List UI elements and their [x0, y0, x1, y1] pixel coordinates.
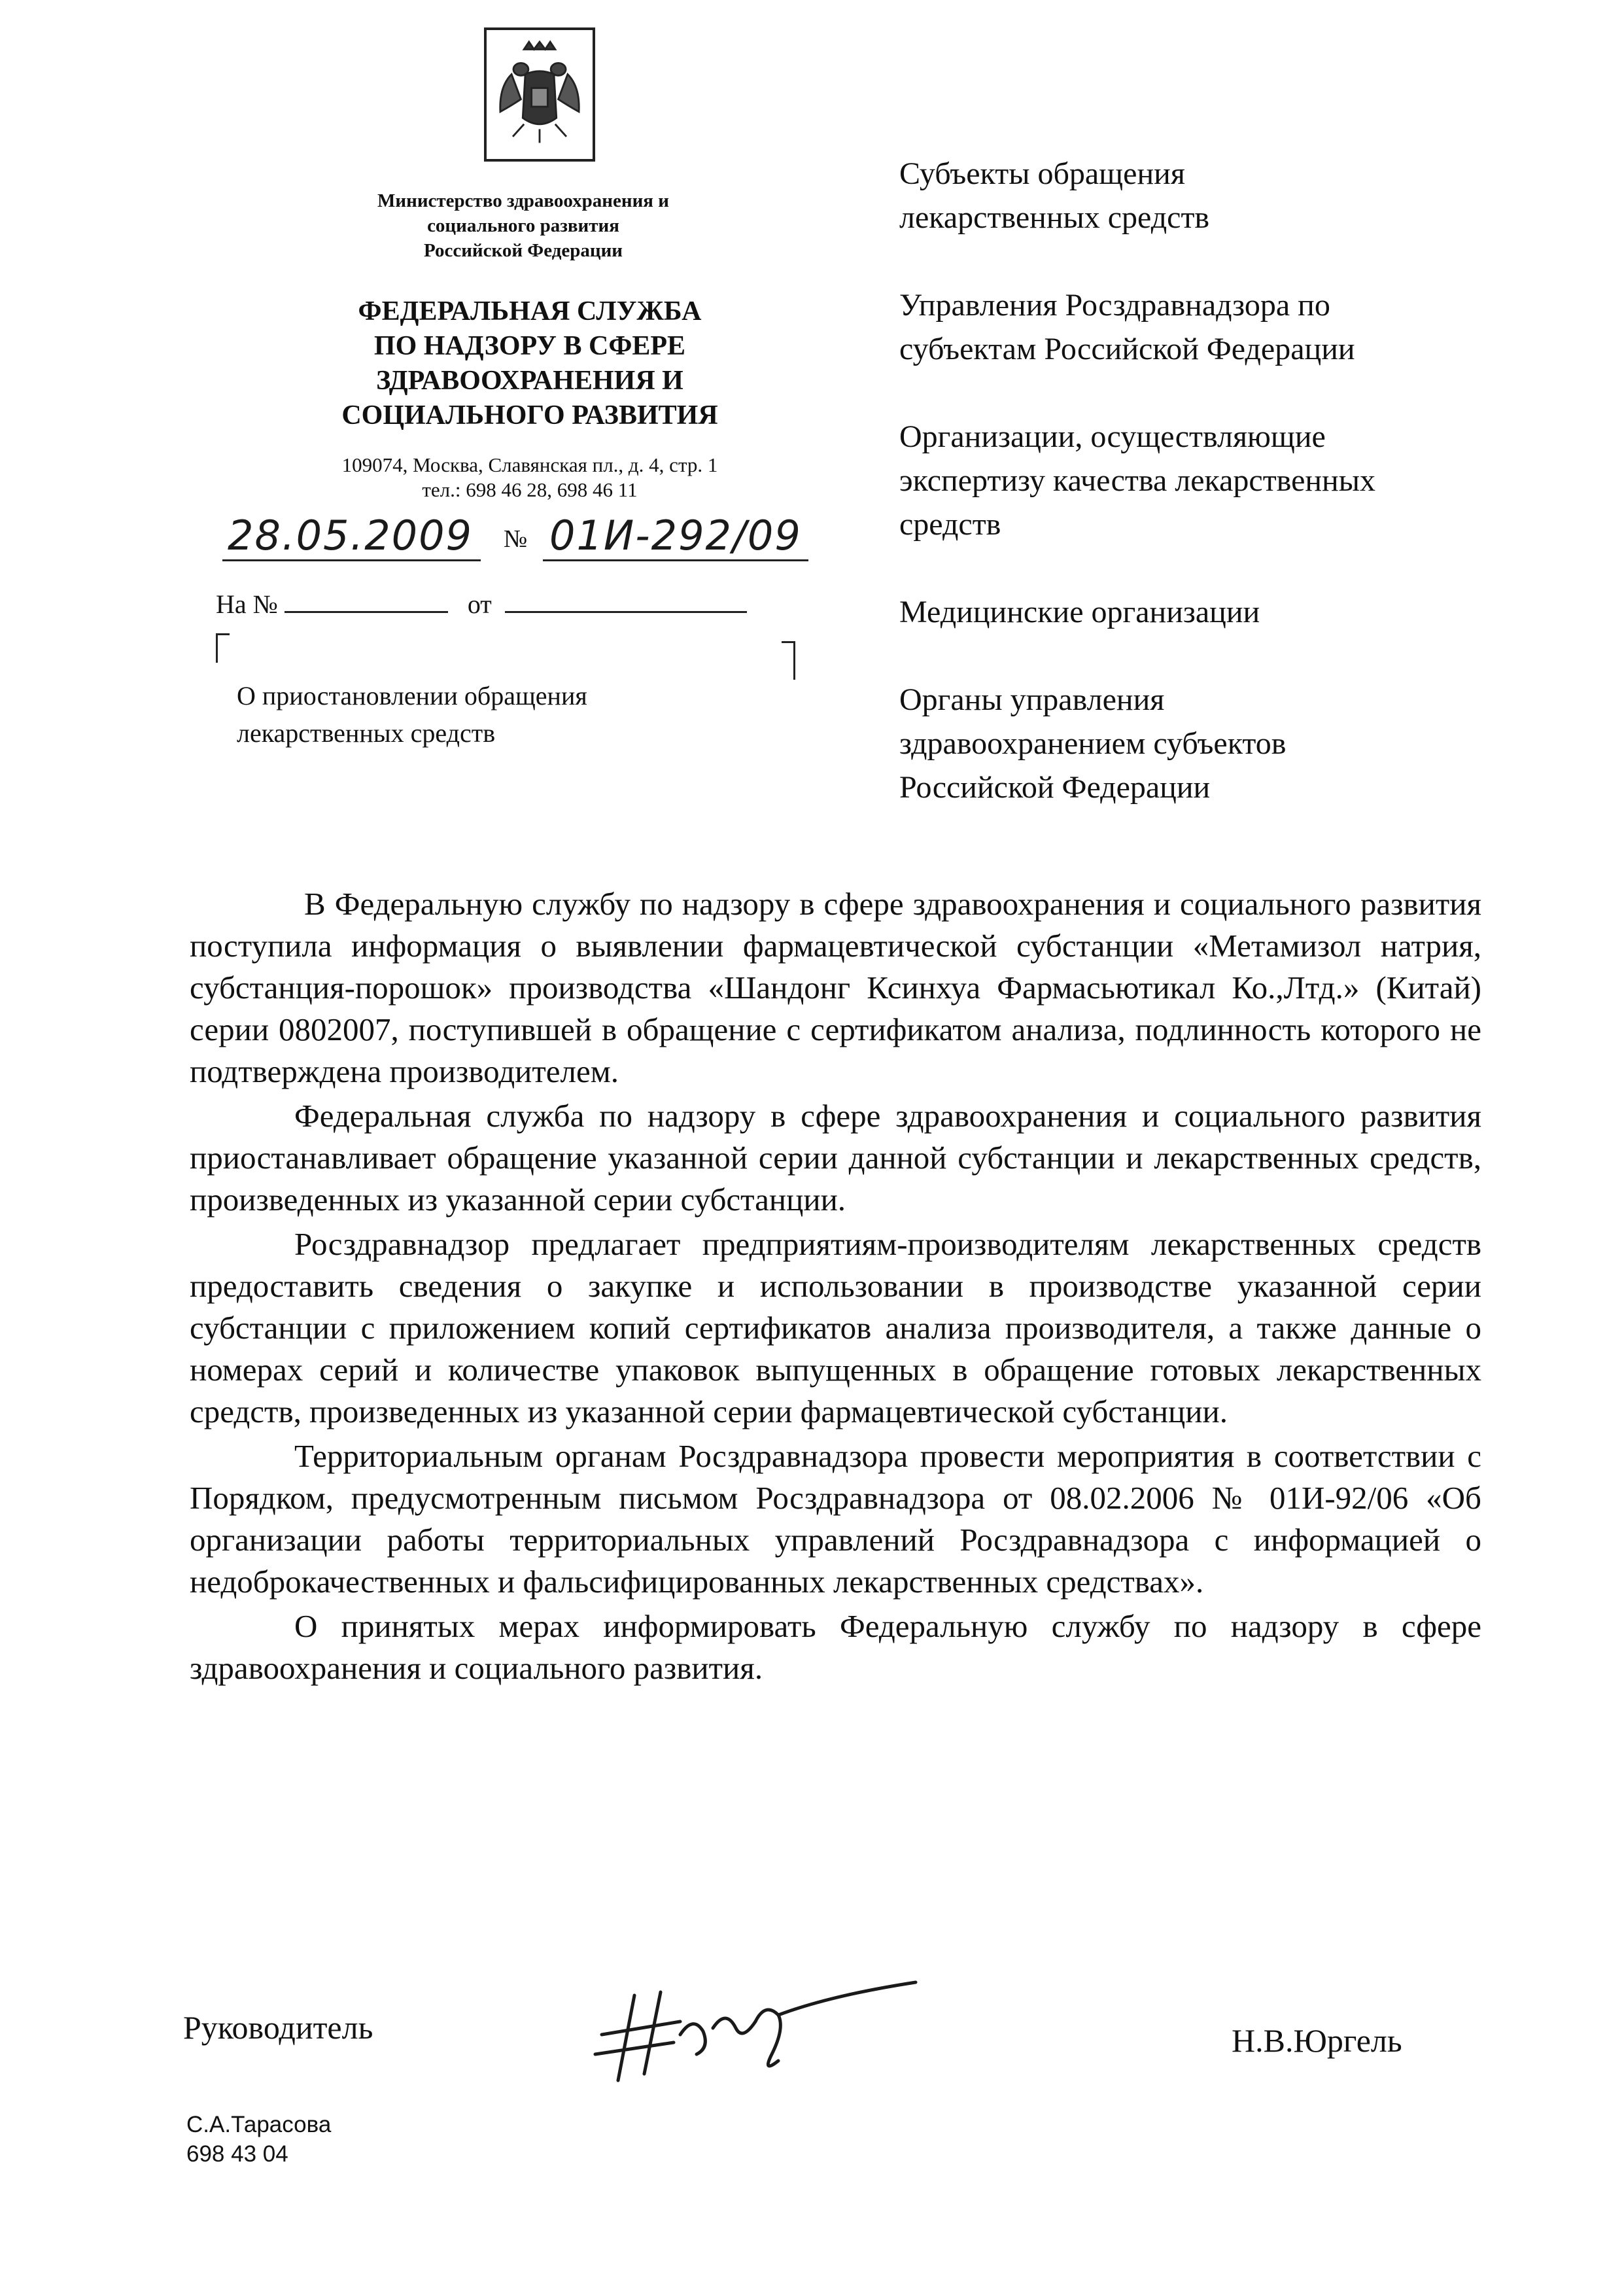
- agency-name: ФЕДЕРАЛЬНАЯ СЛУЖБА ПО НАДЗОРУ В СФЕРЕ ЗДРАВООХРАНЕНИЯ И СОЦИАЛЬНОГО РАЗВИТИЯ: [341, 296, 718, 430]
- handwritten-signature: [582, 1956, 922, 2094]
- body-paragraph: Федеральная служба по надзору в сфере здравоохранения и социального развития приостанавливает обращение указанной серии данной субстанции и лекарственных средств, произведенных из указанной серии субстанции.: [190, 1098, 1481, 1218]
- addressee-item: Органы управления здравоохранением субъектов Российской Федерации: [899, 682, 1287, 805]
- ministry-name: Министерство здравоохранения и социального развития Российской Федерации: [377, 190, 669, 261]
- reference-line: [216, 589, 804, 620]
- signatory-name: Н.В.Юргель: [1232, 2022, 1402, 2059]
- addressee-item: Субъекты обращения лекарственных средств: [899, 156, 1210, 235]
- body-paragraph: Территориальным органам Росздравнадзора провести мероприятия в соответствии с Порядком, предусмотренным письмом Росздравнадзора от 08.02.2006 № 01И-92/06 «Об организации работы территориальных управлений Росздравнадзора с информацией о недоброкачественных и фальсифицированных лекарственных средствах».: [190, 1438, 1481, 1600]
- double-headed-eagle-icon: [487, 30, 593, 159]
- body-paragraph: В Федеральную службу по надзору в сфере здравоохранения и социального развития поступила информация о выявлении фармацевтической субстанции «Метамизол натрия, субстанция-порошок» производства «Шандонг Ксинхуа Фармасьютикал Ко.,Лтд.» (Китай) серии 0802007, поступившей в обращение с сертификатом анализа, подлинность которого не подтверждена производителем.: [190, 886, 1481, 1089]
- signatory-title: Руководитель: [183, 2009, 373, 2046]
- coat-of-arms-emblem: [484, 27, 595, 162]
- body-paragraph: О принятых мерах информировать Федеральную службу по надзору в сфере здравоохранения и социального развития.: [190, 1608, 1481, 1686]
- addressee-item: Медицинские организации: [899, 595, 1260, 629]
- handwritten-date: 28.05.2009: [222, 512, 481, 561]
- addressee-block: [899, 152, 1573, 853]
- reference-date-blank: [505, 611, 747, 613]
- agency-address: 109074, Москва, Славянская пл., д. 4, стр. 1 тел.: 698 46 28, 698 46 11: [341, 453, 718, 501]
- letter-subject: О приостановлении обращения лекарственных средств: [237, 681, 587, 748]
- executor-info: [186, 2110, 331, 2169]
- body-paragraph: Росздравнадзор предлагает предприятиям-производителям лекарственных средств предоставить сведения о закупке и использовании в производстве указанной серии субстанции с приложением копий сертификатов анализа производителя, а также данные о номерах серий и количестве упаковок выпущенных в обращение готовых лекарственных средств, произведенных из указанной серии фармацевтической субстанции.: [190, 1226, 1481, 1429]
- reference-number-label: На №: [216, 589, 278, 619]
- handwritten-number: 01И-292/09: [543, 512, 808, 561]
- reference-date-label: от: [467, 589, 492, 619]
- number-sign: №: [504, 525, 528, 553]
- executor-name: С.А.Тарасова: [186, 2112, 332, 2137]
- letter-body: [190, 883, 1481, 1692]
- subject-bracket-right: [782, 641, 795, 680]
- addressee-item: Управления Росздравнадзора по субъектам Российской Федерации: [899, 288, 1355, 366]
- reference-number-blank: [285, 611, 448, 613]
- outgoing-date-number: [216, 512, 863, 570]
- addressee-item: Организации, осуществляющие экспертизу качества лекарственных средств: [899, 419, 1375, 542]
- subject-bracket-left: [216, 633, 230, 663]
- executor-phone: 698 43 04: [186, 2141, 288, 2167]
